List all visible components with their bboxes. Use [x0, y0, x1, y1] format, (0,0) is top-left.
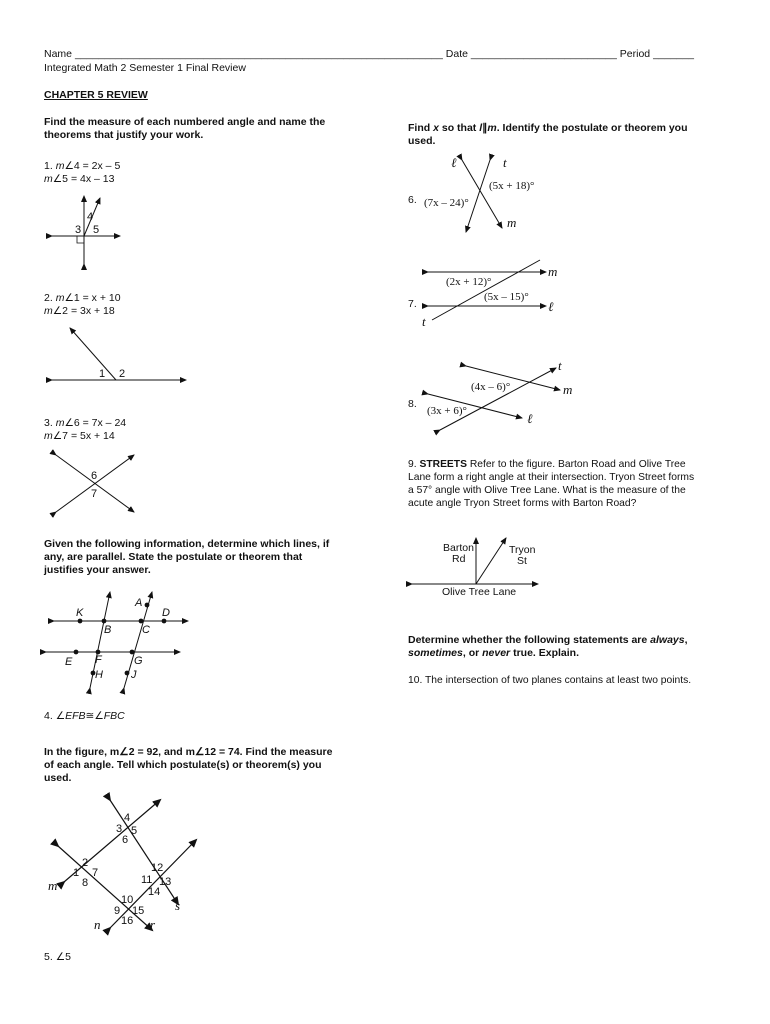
- problem-3-text: 3. m∠6 = 7x – 24 m∠7 = 5x + 14: [44, 417, 127, 442]
- p7-label-l: ℓ: [548, 299, 554, 314]
- angle-2-ref: 2: [62, 305, 69, 317]
- problem-9-line2: Lane form a right angle at their intersection. Tryon Street forms: [408, 472, 695, 483]
- problem-4-number: 4.: [44, 710, 53, 722]
- problem-9-line3: a 57° angle with Olive Tree Lane. What is the measure of the: [408, 485, 686, 496]
- problem-3-eq1: = 7x – 24: [82, 417, 127, 429]
- p1-label-3: 3: [75, 224, 82, 236]
- section1-line2: theorems that justify your work.: [44, 129, 204, 141]
- problem-9-line4: acute angle Tryon Street forms with Barton Road?: [408, 498, 637, 509]
- section6-line1: Determine whether the following statements are: [408, 634, 648, 646]
- angle-label-5: 5: [131, 825, 138, 837]
- problem-9-title: STREETS: [419, 459, 467, 470]
- problem-1-eq2: = 4x – 13: [70, 173, 115, 185]
- angle-icon: ∠: [94, 710, 104, 722]
- section3-line3: used.: [44, 772, 72, 784]
- label-k: K: [76, 607, 84, 619]
- angle-icon: ∠: [55, 710, 66, 722]
- tryon-label-2: St: [517, 555, 527, 567]
- label-d: D: [162, 607, 170, 619]
- barton-label-2: Rd: [452, 553, 466, 565]
- angle-icon: ∠: [64, 292, 74, 304]
- angle-label-2: 2: [82, 857, 89, 869]
- name-blank: _______________________________________________________________: [74, 48, 443, 60]
- line-label-s: s: [175, 898, 181, 913]
- p8-label-l: ℓ: [527, 411, 533, 426]
- barton-label-1: Barton: [443, 542, 474, 554]
- section6-end: true. Explain.: [513, 647, 580, 659]
- p3-label-6: 6: [91, 470, 98, 482]
- period-blank: _______: [653, 48, 694, 60]
- angle-label-10: 10: [121, 894, 134, 906]
- section3-line1b: 2 = 92, and m: [128, 746, 195, 758]
- angle-label-14: 14: [148, 886, 161, 898]
- angle-label-6: 6: [122, 834, 129, 846]
- p7-bottom-expr: (5x – 15)°: [484, 291, 529, 303]
- section6-instructions: Determine whether the following statements are always, sometimes, or never true. Explain.: [408, 634, 688, 659]
- problem-1-number: 1.: [44, 160, 53, 172]
- date-blank: _________________________: [470, 48, 617, 60]
- angle-label-7: 7: [92, 867, 99, 879]
- section2-line2: any, are parallel. State the postulate or theorem that: [44, 551, 303, 563]
- label-a: A: [135, 597, 143, 609]
- section4-var: x: [433, 122, 439, 134]
- p1-label-5: 5: [93, 224, 100, 236]
- p8-label-m: m: [563, 382, 573, 397]
- line-label-r: r: [150, 917, 156, 932]
- angle-label-4: 4: [124, 812, 131, 824]
- label-c: C: [142, 624, 150, 636]
- section3-line2: of each angle. Tell which postulate(s) or theorem(s) you: [44, 759, 322, 771]
- p6-left-expr: (7x – 24)°: [424, 197, 469, 209]
- section4-line-m: m: [487, 122, 497, 134]
- angle-4-ref: 4: [73, 160, 80, 172]
- angle-label-15: 15: [132, 905, 145, 917]
- problem-7-number: 7.: [408, 298, 417, 310]
- section4-so-that: so that: [441, 122, 477, 134]
- section2-line3: justifies your answer.: [44, 564, 151, 576]
- angle-icon: ∠: [52, 173, 63, 185]
- problem-2-eq2: = 3x + 18: [70, 305, 115, 317]
- angle-6-ref: 6: [73, 417, 80, 429]
- angle-label-9: 9: [114, 905, 121, 917]
- p8-bottom-expr: (3x + 6)°: [427, 405, 467, 417]
- course-title: Integrated Math 2 Semester 1 Final Review: [44, 62, 246, 74]
- p7-label-m: m: [548, 264, 558, 279]
- p8-top-expr: (4x – 6)°: [471, 381, 511, 393]
- label-b: B: [104, 624, 112, 636]
- angle-icon: ∠: [55, 951, 66, 963]
- section3-line1a: In the figure, m: [44, 746, 120, 758]
- tryon-st-line: [476, 538, 506, 584]
- angle-icon: ∠: [64, 160, 74, 172]
- angle-label-12: 12: [151, 862, 164, 874]
- section4-identify: . Identify the postulate or theorem you: [496, 122, 688, 134]
- problem-5-number: 5.: [44, 951, 53, 963]
- congruent-symbol: ≅: [85, 710, 95, 722]
- problem-3-eq2: = 5x + 14: [70, 430, 115, 442]
- p7-label-t: t: [422, 314, 426, 329]
- p2-label-2: 2: [119, 368, 126, 380]
- date-label: Date: [445, 48, 468, 60]
- angle-5-ref: 5: [62, 173, 69, 185]
- section4-line2: used.: [408, 135, 436, 147]
- olive-label: Olive Tree Lane: [442, 586, 517, 598]
- section6-sometimes: sometimes: [408, 647, 463, 659]
- section3-line1c: 12 = 74. Find the measure: [204, 746, 333, 758]
- angle-7-ref: 7: [62, 430, 69, 442]
- problem-10: 10. The intersection of two planes contains at least two points.: [408, 675, 692, 686]
- problem-6-number: 6.: [408, 194, 417, 206]
- line-label-n: n: [94, 917, 101, 932]
- problem-2-text: 2. m∠1 = x + 10 m∠2 = 3x + 18: [44, 292, 121, 317]
- p3-label-7: 7: [91, 488, 98, 500]
- section2-line1: Given the following information, determine which lines, if: [44, 538, 330, 550]
- problem-2-eq1: = x + 10: [82, 292, 121, 304]
- p6-label-t: t: [503, 155, 507, 170]
- problem-8-number: 8.: [408, 398, 417, 410]
- angle-label-11: 11: [141, 874, 153, 886]
- angle-fbc: FBC: [103, 710, 125, 722]
- p2-label-1: 1: [99, 368, 106, 380]
- problem-5-angle: 5: [65, 951, 71, 963]
- label-j: J: [131, 669, 137, 681]
- p6-label-l: ℓ: [451, 155, 457, 170]
- angle-icon: ∠: [119, 746, 129, 758]
- angle-icon: ∠: [64, 417, 74, 429]
- section6-never: never: [482, 647, 511, 659]
- label-g: G: [134, 655, 143, 667]
- problem-3-number: 3.: [44, 417, 53, 429]
- problem-9-number: 9.: [408, 459, 417, 470]
- section6-always: always: [650, 634, 685, 646]
- parallel-icon: ∥: [482, 122, 488, 134]
- problem-9-line1: Refer to the figure. Barton Road and Olive Tree: [469, 459, 686, 470]
- problem-2-number: 2.: [44, 292, 53, 304]
- p6-right-expr: (5x + 18)°: [489, 180, 535, 192]
- angle-efb: EFB: [65, 710, 86, 722]
- section6-or: , or: [462, 647, 480, 659]
- angle-label-3: 3: [116, 823, 123, 835]
- section4-line-l: l: [479, 122, 483, 134]
- angle-icon: ∠: [52, 305, 63, 317]
- angle-1-ref: 1: [73, 292, 80, 304]
- label-f: F: [95, 654, 102, 666]
- p7-top-expr: (2x + 12)°: [446, 276, 492, 288]
- angle-icon: ∠: [194, 746, 205, 758]
- angle-label-8: 8: [82, 877, 89, 889]
- p6-label-m: m: [507, 215, 517, 230]
- angle-label-1: 1: [73, 867, 80, 879]
- p1-label-4: 4: [87, 211, 94, 223]
- problem-1-text: 1. m∠4 = 2x – 5 m∠5 = 4x – 13: [44, 160, 121, 185]
- label-e: E: [65, 656, 73, 668]
- p8-label-t: t: [558, 358, 562, 373]
- name-label: Name: [44, 48, 73, 60]
- chapter-title: CHAPTER 5 REVIEW: [44, 89, 148, 101]
- section4-find: Find: [408, 122, 431, 134]
- problem-1-eq1: = 2x – 5: [82, 160, 121, 172]
- angle-label-16: 16: [121, 915, 134, 927]
- angle-label-13: 13: [159, 876, 172, 888]
- section1-line1: Find the measure of each numbered angle and name the: [44, 116, 326, 128]
- line-label-m: m: [48, 878, 58, 893]
- period-label: Period: [619, 48, 651, 60]
- tryon-label-1: Tryon: [509, 544, 536, 556]
- label-h: H: [95, 669, 103, 681]
- angle-icon: ∠: [52, 430, 63, 442]
